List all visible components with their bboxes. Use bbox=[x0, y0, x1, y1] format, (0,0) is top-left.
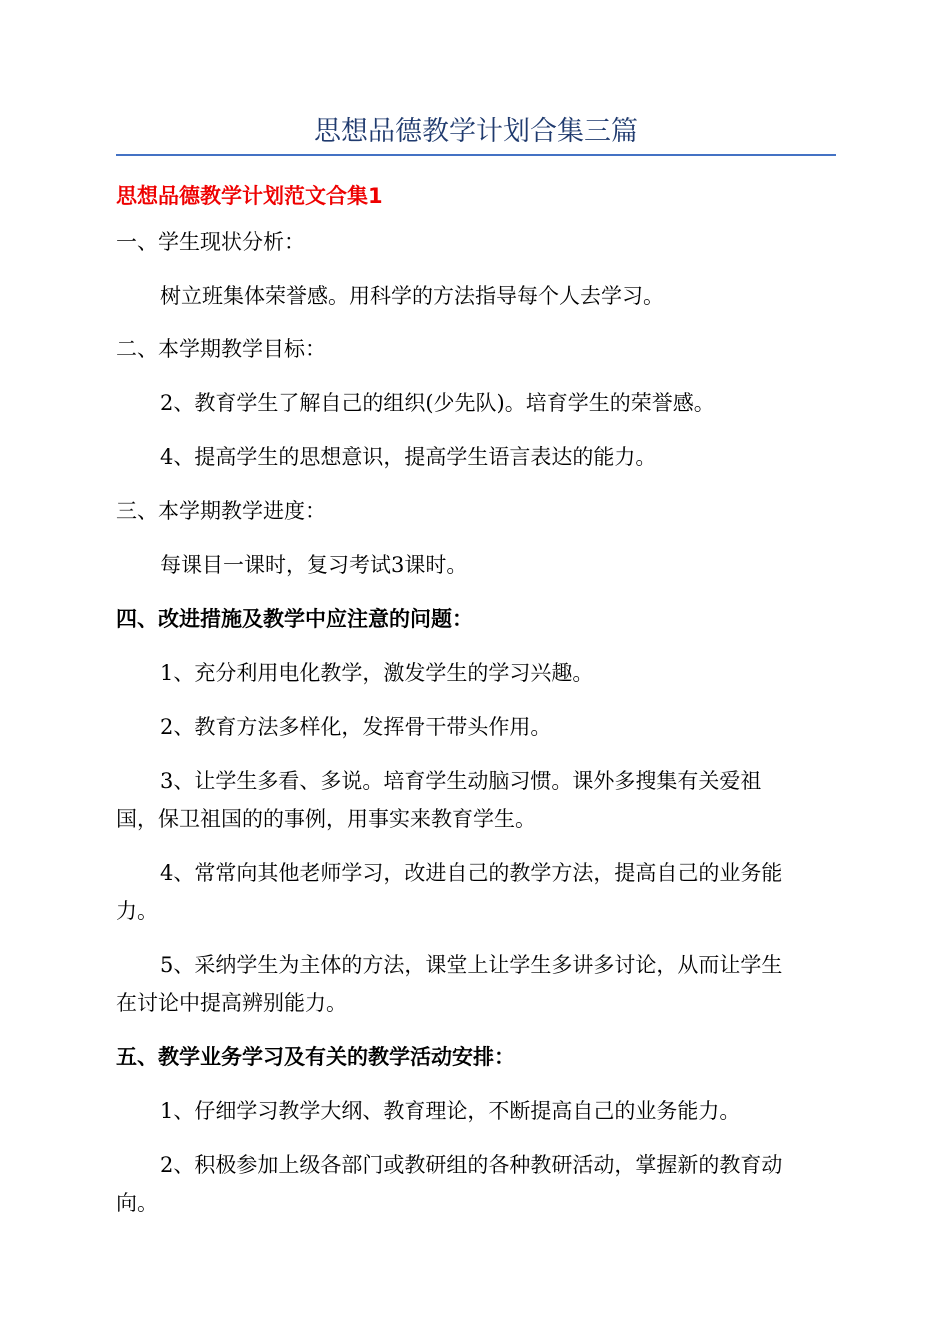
paragraph-line: 2、教育方法多样化，发挥骨干带头作用。 bbox=[160, 715, 552, 739]
paragraph-line: 2、教育学生了解自己的组织(少先队)。培育学生的荣誉感。 bbox=[160, 391, 715, 415]
paragraph-line: 5、采纳学生为主体的方法，课堂上让学生多讲多讨论，从而让学生 bbox=[160, 953, 783, 977]
document-title: 思想品德教学计划合集三篇 bbox=[314, 116, 638, 147]
paragraph-line: 4、常常向其他老师学习，改进自己的教学方法，提高自己的业务能 bbox=[160, 861, 783, 885]
heading-improvement-measures: 四、改进措施及教学中应注意的问题： bbox=[116, 607, 473, 631]
heading-teaching-activities: 五、教学业务学习及有关的教学活动安排： bbox=[116, 1045, 515, 1069]
paragraph-line: 1、仔细学习教学大纲、教育理论，不断提高自己的业务能力。 bbox=[160, 1099, 741, 1123]
paragraph-line: 每课目一课时，复习考试3课时。 bbox=[160, 553, 468, 577]
paragraph-line: 力。 bbox=[116, 899, 158, 923]
paragraph-line: 4、提高学生的思想意识，提高学生语言表达的能力。 bbox=[160, 445, 657, 469]
section-heading: 思想品德教学计划范文合集1 bbox=[116, 184, 383, 208]
heading-teaching-progress: 三、本学期教学进度： bbox=[116, 499, 326, 523]
paragraph-line: 在讨论中提高辨别能力。 bbox=[116, 991, 347, 1015]
paragraph-line: 向。 bbox=[116, 1191, 158, 1215]
paragraph-line: 2、积极参加上级各部门或教研组的各种教研活动，掌握新的教育动 bbox=[160, 1153, 783, 1177]
heading-student-analysis: 一、学生现状分析： bbox=[116, 230, 305, 254]
paragraph-line: 树立班集体荣誉感。用科学的方法指导每个人去学习。 bbox=[160, 284, 664, 308]
title-underline bbox=[116, 154, 836, 156]
paragraph-line: 1、充分利用电化教学，激发学生的学习兴趣。 bbox=[160, 661, 594, 685]
paragraph-line: 国，保卫祖国的的事例，用事实来教育学生。 bbox=[116, 807, 536, 831]
paragraph-line: 3、让学生多看、多说。培育学生动脑习惯。课外多搜集有关爱祖 bbox=[160, 769, 762, 793]
heading-teaching-goals: 二、本学期教学目标： bbox=[116, 337, 326, 361]
